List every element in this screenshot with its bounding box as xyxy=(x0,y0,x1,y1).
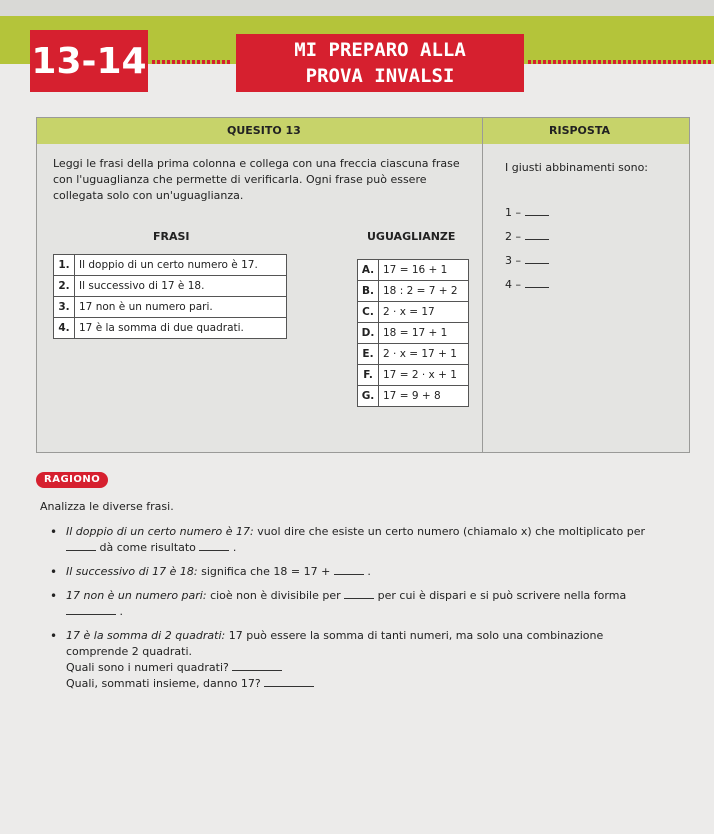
frase-number: 1. xyxy=(54,255,75,276)
bullet-item: • Il doppio di un certo numero è 17: vuol dire che esiste un certo numero (chiamalo x) che moltiplicato per dà come risultato . xyxy=(54,524,664,556)
answer-blank[interactable] xyxy=(344,598,374,599)
answer-label: 4 – xyxy=(505,278,521,291)
uguaglianza-row[interactable] xyxy=(358,386,469,407)
quesito-heading: QUESITO 13 xyxy=(227,124,301,137)
title-line-1: MI PREPARO ALLA xyxy=(294,39,466,61)
bullet-item: • 17 non è un numero pari: cioè non è divisibile per per cui è dispari e si può scrivere nella forma . xyxy=(54,588,664,620)
bullet-text: 17 può essere la somma di tanti numeri, ma solo una combinazione comprende 2 quadrati. xyxy=(66,629,604,658)
frase-row[interactable] xyxy=(54,297,287,318)
frase-row[interactable] xyxy=(54,255,287,276)
answer-row-1[interactable] xyxy=(505,206,549,219)
decor-dots-right xyxy=(528,60,712,64)
frase-text: Il successivo di 17 è 18. xyxy=(75,276,287,297)
bullet-title: 17 è la somma di 2 quadrati: xyxy=(66,629,226,642)
uguaglianza-letter: D. xyxy=(358,323,379,344)
bullet-title: Il doppio di un certo numero è 17: xyxy=(66,525,254,538)
bullet-question: Quali sono i numeri quadrati? xyxy=(66,661,229,674)
uguaglianza-eq: 2 · x = 17 xyxy=(379,302,469,323)
answer-blank[interactable] xyxy=(525,263,549,264)
risposta-heading: RISPOSTA xyxy=(549,124,610,137)
answer-label: 2 – xyxy=(505,230,521,243)
bullet-text: dà come risultato xyxy=(99,541,196,554)
frase-text: 17 non è un numero pari. xyxy=(75,297,287,318)
uguaglianza-letter: G. xyxy=(358,386,379,407)
answer-blank[interactable] xyxy=(525,239,549,240)
uguaglianza-letter: B. xyxy=(358,281,379,302)
answer-blank[interactable] xyxy=(264,686,314,687)
uguaglianza-row[interactable] xyxy=(358,260,469,281)
frase-row[interactable] xyxy=(54,276,287,297)
uguaglianza-letter: E. xyxy=(358,344,379,365)
uguaglianza-eq: 17 = 16 + 1 xyxy=(379,260,469,281)
bullet-title: Il successivo di 17 è 18: xyxy=(66,565,198,578)
uguaglianza-eq: 17 = 2 · x + 1 xyxy=(379,365,469,386)
uguaglianze-table xyxy=(357,259,469,407)
quesito-instructions: Leggi le frasi della prima colonna e collega con una freccia ciascuna frase con l'uguaglianza che permette di verificarla. Ogni frase può essere collegata solo con un'uguaglianza. xyxy=(53,157,460,202)
frase-text: Il doppio di un certo numero è 17. xyxy=(75,255,287,276)
answer-blank[interactable] xyxy=(66,614,116,615)
page-title xyxy=(236,34,524,92)
answer-blank[interactable] xyxy=(199,550,229,551)
bullet-text: cioè non è divisibile per xyxy=(210,589,341,602)
column-divider xyxy=(482,118,483,452)
quesito-card xyxy=(36,117,690,453)
answer-label: 3 – xyxy=(505,254,521,267)
uguaglianza-row[interactable] xyxy=(358,323,469,344)
answer-blank[interactable] xyxy=(232,670,282,671)
uguaglianza-row[interactable] xyxy=(358,344,469,365)
frase-row[interactable] xyxy=(54,318,287,339)
bullet-title: 17 non è un numero pari: xyxy=(66,589,207,602)
bullet-item xyxy=(54,628,664,692)
answer-blank[interactable] xyxy=(525,215,549,216)
answer-row-3[interactable] xyxy=(505,254,549,267)
answer-row-4[interactable] xyxy=(505,278,549,291)
uguaglianza-eq: 18 : 2 = 7 + 2 xyxy=(379,281,469,302)
uguaglianze-title: UGUAGLIANZE xyxy=(367,230,456,243)
frase-number: 4. xyxy=(54,318,75,339)
answer-blank[interactable] xyxy=(334,574,364,575)
uguaglianza-letter: A. xyxy=(358,260,379,281)
frasi-title: FRASI xyxy=(153,230,190,243)
bullet-item: • Il successivo di 17 è 18: significa che 18 = 17 + . xyxy=(54,564,664,580)
decor-dots-left xyxy=(152,60,232,64)
title-line-2: PROVA INVALSI xyxy=(305,65,455,87)
ragiono-badge: RAGIONO xyxy=(36,472,108,488)
frasi-table xyxy=(53,254,287,339)
page-top-edge xyxy=(0,0,714,16)
frase-number: 2. xyxy=(54,276,75,297)
uguaglianza-letter: C. xyxy=(358,302,379,323)
uguaglianza-eq: 17 = 9 + 8 xyxy=(379,386,469,407)
uguaglianza-eq: 18 = 17 + 1 xyxy=(379,323,469,344)
risposta-intro: I giusti abbinamenti sono: xyxy=(505,161,649,174)
answer-blank[interactable] xyxy=(66,550,96,551)
ragiono-lead: Analizza le diverse frasi. xyxy=(40,500,174,513)
uguaglianza-row[interactable] xyxy=(358,281,469,302)
bullet-text: vuol dire che esiste un certo numero (chiamalo x) che moltiplicato per xyxy=(257,525,646,538)
uguaglianza-letter: F. xyxy=(358,365,379,386)
frase-text: 17 è la somma di due quadrati. xyxy=(75,318,287,339)
uguaglianza-row[interactable] xyxy=(358,302,469,323)
unit-number-badge: 13-14 xyxy=(30,30,148,92)
uguaglianza-row[interactable] xyxy=(358,365,469,386)
answer-label: 1 – xyxy=(505,206,521,219)
bullet-text: significa che 18 = 17 + xyxy=(201,565,331,578)
answer-row-2[interactable] xyxy=(505,230,549,243)
bullet-text: per cui è dispari e si può scrivere nella forma xyxy=(377,589,627,602)
card-header xyxy=(37,118,689,144)
bullet-question: Quali, sommati insieme, danno 17? xyxy=(66,677,261,690)
uguaglianza-eq: 2 · x = 17 + 1 xyxy=(379,344,469,365)
ragiono-bullets xyxy=(54,524,664,700)
answer-blank[interactable] xyxy=(525,287,549,288)
frase-number: 3. xyxy=(54,297,75,318)
